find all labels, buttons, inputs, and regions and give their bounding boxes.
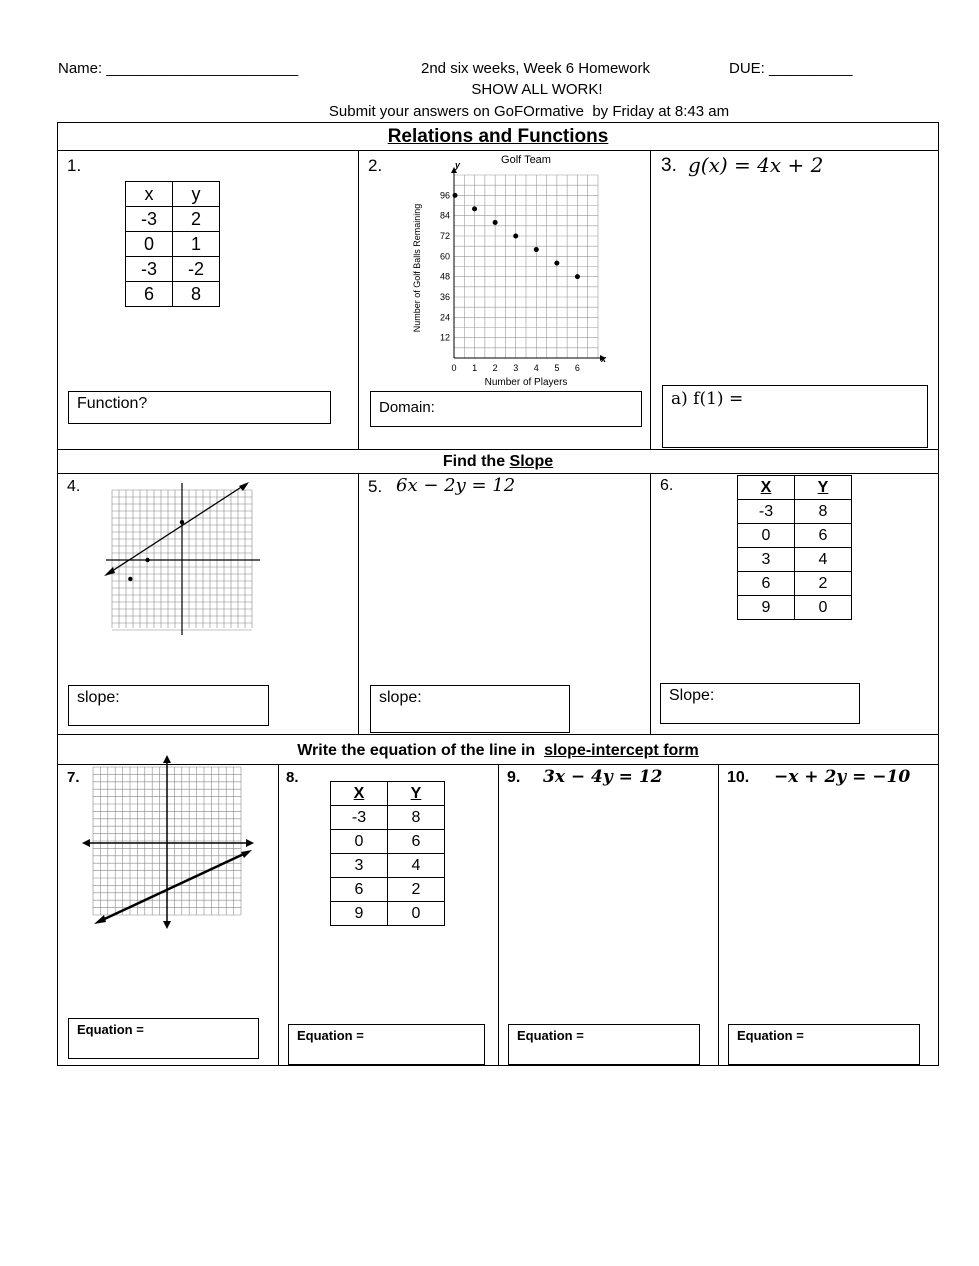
table-row xyxy=(331,878,445,902)
q8-answer-label: Equation = xyxy=(297,1028,364,1043)
table-cell: 6 xyxy=(388,830,445,854)
chart-x-tick-label: 3 xyxy=(513,363,519,373)
table-cell: 0 xyxy=(388,902,445,926)
table-cell: 3 xyxy=(331,854,388,878)
q9-equation: 3x − 4y = 12 xyxy=(543,767,663,787)
q5-equation: 6x − 2y = 12 xyxy=(396,475,516,496)
section3-title-prefix: Write the equation of the line in xyxy=(297,742,545,759)
question-5-number: 5. xyxy=(368,477,383,496)
table-cell: 2 xyxy=(388,878,445,902)
q4-arrow-right xyxy=(239,482,249,491)
q3-answer-label: a) f(1) = xyxy=(671,389,744,409)
submit-note: Submit your answers on GoFOrmative by Friday at 8:43 am xyxy=(328,103,730,120)
chart-point xyxy=(472,206,477,211)
chart-title: Golf Team xyxy=(501,154,551,166)
q8-table-header-y: Y xyxy=(388,782,445,806)
table-row xyxy=(126,282,220,307)
table-cell: 0 xyxy=(126,232,173,257)
table-cell: 1 xyxy=(173,232,220,257)
table-row xyxy=(738,548,852,572)
name-field[interactable]: Name: _______________________ xyxy=(58,60,299,77)
chart-axes xyxy=(451,167,606,361)
table-cell: 0 xyxy=(331,830,388,854)
section2-title-prefix: Find the xyxy=(442,453,510,470)
q4-arrow-left xyxy=(104,567,115,576)
table-cell: 6 xyxy=(795,524,852,548)
question-4-number: 4. xyxy=(67,478,81,495)
question-9-number: 9. xyxy=(507,769,521,786)
q7-line xyxy=(98,852,248,922)
show-work-instruction: SHOW ALL WORK! xyxy=(471,81,603,98)
chart-y-tick-label: 84 xyxy=(439,210,450,221)
chart-point xyxy=(453,193,458,198)
table-cell: 8 xyxy=(173,282,220,307)
section2-title-keyword: Slope xyxy=(509,453,554,470)
q7-answer-box[interactable] xyxy=(68,1018,259,1059)
q10-equation: −x + 2y = −10 xyxy=(774,767,911,787)
section2-title xyxy=(58,453,938,471)
q1-answer-label: Function? xyxy=(77,395,148,412)
section3-title-keyword: slope-intercept form xyxy=(544,742,699,759)
q4-answer-label: slope: xyxy=(77,689,120,706)
question-3-number: 3. xyxy=(661,155,677,176)
chart-y-tick-label: 36 xyxy=(439,292,450,302)
q9-answer-box[interactable] xyxy=(508,1024,700,1065)
chart-point xyxy=(554,261,559,266)
divider xyxy=(57,734,939,735)
table-row xyxy=(738,596,852,620)
chart-point xyxy=(513,234,518,239)
q6-table-header-y: Y xyxy=(795,476,852,500)
table-cell: 9 xyxy=(738,596,795,620)
q2-answer-label: Domain: xyxy=(379,399,435,416)
divider xyxy=(718,764,719,1066)
chart-xlabel: Number of Players xyxy=(484,377,568,388)
q7-answer-label: Equation = xyxy=(77,1022,144,1037)
q1-table xyxy=(125,181,220,307)
chart-y-tick-label: 24 xyxy=(439,312,450,323)
table-row xyxy=(738,572,852,596)
table-cell: 4 xyxy=(795,548,852,572)
q10-answer-box[interactable] xyxy=(728,1024,920,1065)
table-cell: 6 xyxy=(331,878,388,902)
chart-y-tick-label: 72 xyxy=(439,231,450,241)
q7-x-arrow-left xyxy=(82,839,90,847)
question-2-number: 2. xyxy=(368,156,383,175)
table-cell: 2 xyxy=(173,207,220,232)
table-row xyxy=(126,232,220,257)
divider xyxy=(358,473,359,734)
q4-point xyxy=(180,520,184,524)
q7-y-arrow xyxy=(163,755,171,763)
q4-point xyxy=(128,577,132,581)
chart-point xyxy=(493,220,498,225)
chart-x-tick-label: 5 xyxy=(554,363,560,373)
question-10-number: 10. xyxy=(727,769,750,786)
section1-title: Relations and Functions xyxy=(387,126,609,147)
chart-y-tick-label: 96 xyxy=(439,190,450,201)
table-row xyxy=(331,806,445,830)
chart-x-tick-label: 6 xyxy=(574,363,580,373)
chart-point xyxy=(575,274,580,279)
table-row xyxy=(738,524,852,548)
chart-ylabel: Number of Golf Balls Remaining xyxy=(412,203,422,333)
table-cell: -3 xyxy=(126,207,173,232)
divider xyxy=(358,150,359,449)
chart-x-tick-label: 0 xyxy=(451,363,457,373)
table-cell: -3 xyxy=(331,806,388,830)
divider xyxy=(57,473,939,474)
question-6-number: 6. xyxy=(660,477,674,494)
divider xyxy=(278,764,279,1066)
q9-answer-label: Equation = xyxy=(517,1028,584,1043)
table-cell: 6 xyxy=(126,282,173,307)
table-cell: -2 xyxy=(173,257,220,282)
question-1-number: 1. xyxy=(67,156,82,175)
divider xyxy=(57,449,939,450)
table-cell: 0 xyxy=(738,524,795,548)
q6-table-header-x: X xyxy=(738,476,795,500)
table-cell: 6 xyxy=(738,572,795,596)
q1-table-header-x: x xyxy=(126,182,173,207)
chart-x-tick-label: 4 xyxy=(533,363,539,373)
chart-point xyxy=(534,247,539,252)
question-8-number: 8. xyxy=(286,769,299,786)
q2-answer-box[interactable] xyxy=(370,391,642,427)
q5-answer-label: slope: xyxy=(379,689,422,706)
q5-answer-box[interactable] xyxy=(370,685,570,733)
table-cell: 8 xyxy=(795,500,852,524)
table-cell: 4 xyxy=(388,854,445,878)
q1-answer-box[interactable] xyxy=(68,391,331,424)
q4-line xyxy=(106,484,246,575)
q1-table-header-y: y xyxy=(173,182,220,207)
q4-point xyxy=(145,558,149,562)
golf-team-chart xyxy=(400,150,615,390)
q7-x-arrow-right xyxy=(246,839,254,847)
table-cell: 3 xyxy=(738,548,795,572)
chart-y-tick-label: 12 xyxy=(439,332,450,343)
question-7-number: 7. xyxy=(67,769,80,786)
table-cell: 9 xyxy=(331,902,388,926)
table-cell: 0 xyxy=(795,596,852,620)
q7-graph xyxy=(80,755,260,930)
q7-line-arrow-left xyxy=(94,915,106,924)
chart-x-tick-label: 1 xyxy=(472,363,478,373)
q4-graph xyxy=(100,478,265,638)
q8-table-header-x: X xyxy=(331,782,388,806)
assignment-title: 2nd six weeks, Week 6 Homework xyxy=(421,60,650,77)
table-cell: 2 xyxy=(795,572,852,596)
chart-y-tick-label: 48 xyxy=(439,271,450,282)
table-row xyxy=(331,830,445,854)
q4-answer-box[interactable] xyxy=(68,685,269,726)
q7-line-arrow-right xyxy=(241,850,252,858)
chart-x-axis-letter: x xyxy=(601,354,607,364)
table-cell: -3 xyxy=(126,257,173,282)
q3-answer-box[interactable] xyxy=(662,385,928,448)
q3-equation: g(x) = 4x + 2 xyxy=(688,153,824,177)
table-row xyxy=(126,257,220,282)
due-date-field[interactable]: DUE: __________ xyxy=(729,60,853,77)
q6-answer-box[interactable] xyxy=(660,683,860,724)
table-cell: 8 xyxy=(388,806,445,830)
divider xyxy=(498,764,499,1066)
table-row xyxy=(331,902,445,926)
q7-y-arrow-bottom xyxy=(163,921,171,929)
table-cell: -3 xyxy=(738,500,795,524)
chart-x-tick-label: 2 xyxy=(492,363,498,373)
q8-answer-box[interactable] xyxy=(288,1024,485,1065)
divider xyxy=(650,150,651,449)
chart-ticks xyxy=(440,190,580,373)
table-row xyxy=(738,500,852,524)
q10-answer-label: Equation = xyxy=(737,1028,804,1043)
table-row xyxy=(126,207,220,232)
chart-y-tick-label: 60 xyxy=(439,251,450,262)
chart-grid xyxy=(454,175,598,358)
q6-answer-label: Slope: xyxy=(669,687,715,704)
chart-y-axis-letter: y xyxy=(455,160,461,170)
divider xyxy=(650,473,651,734)
q6-table xyxy=(737,475,852,620)
table-row xyxy=(331,854,445,878)
q8-table xyxy=(330,781,445,926)
